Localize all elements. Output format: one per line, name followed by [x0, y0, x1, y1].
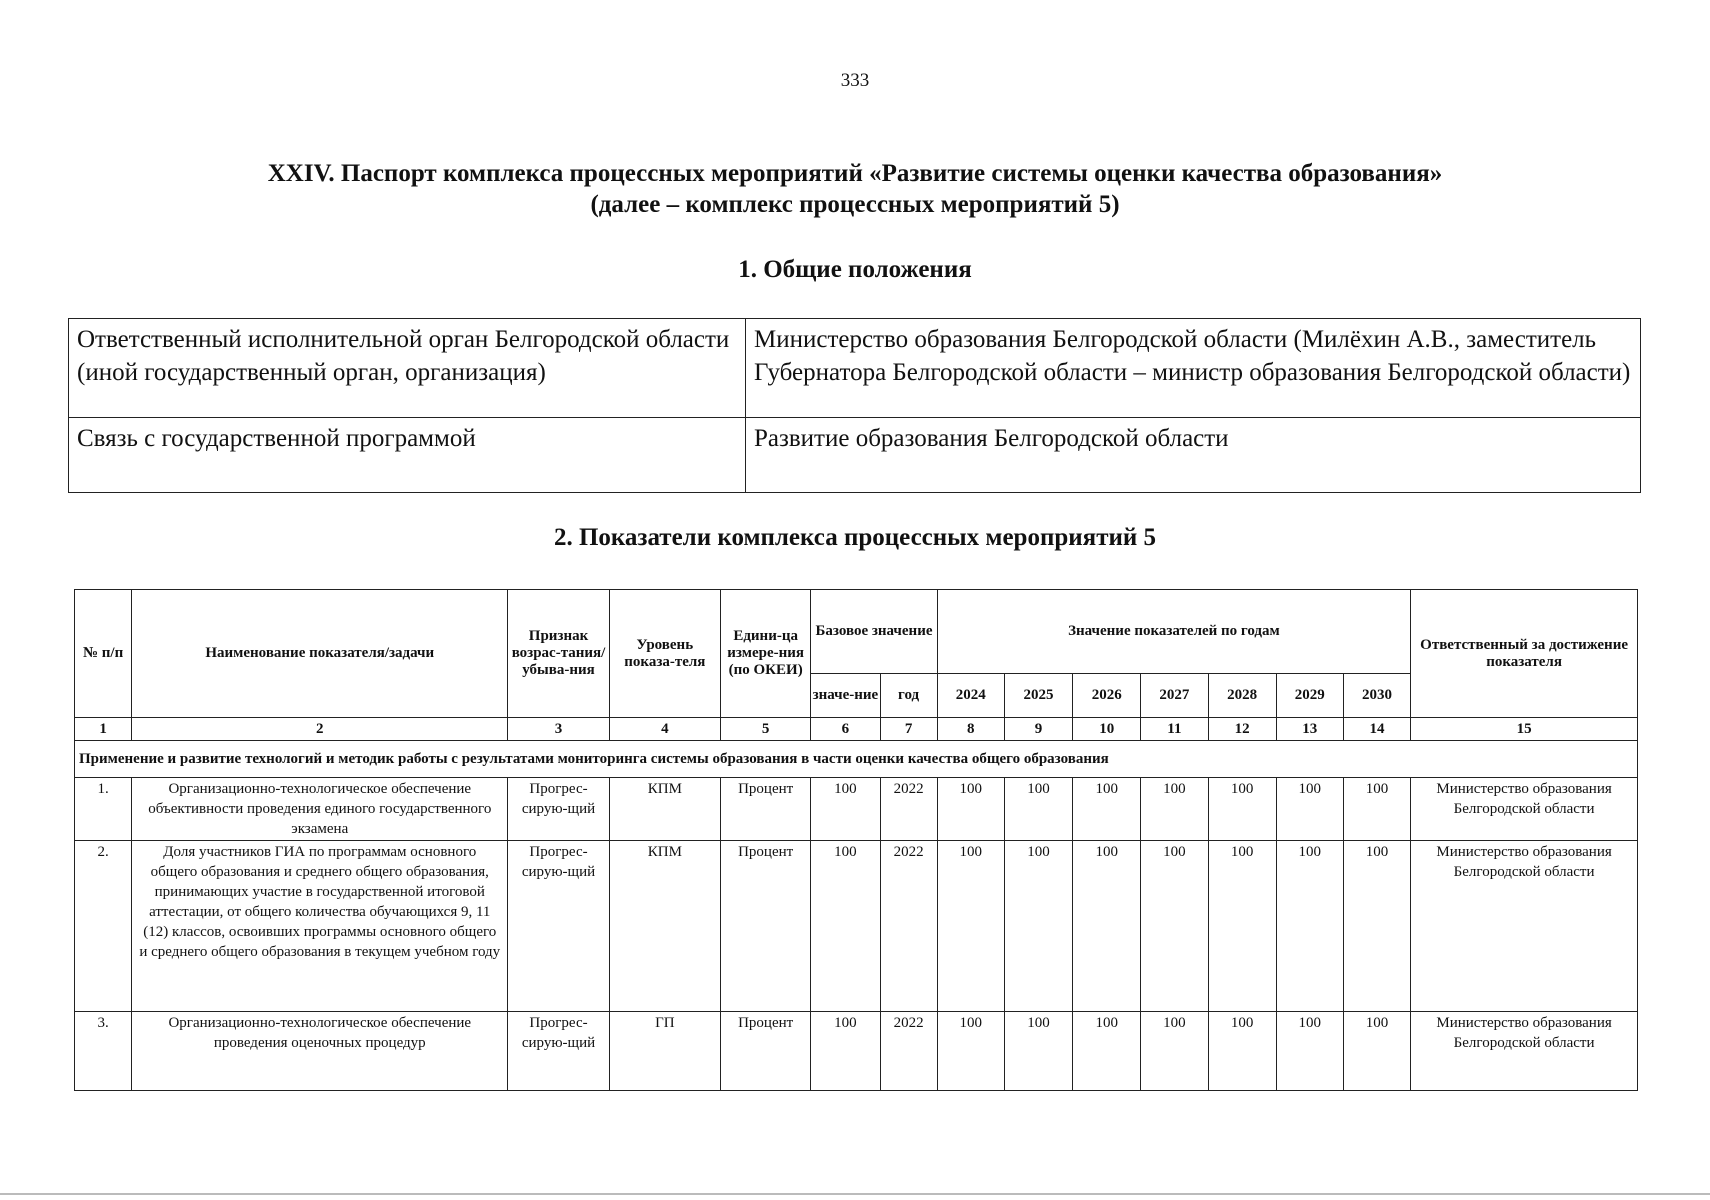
row-value: 100 — [1073, 1012, 1141, 1091]
task-title: Применение и развитие технологий и методик работы с результатами мониторинга системы образования в части оценки качества общего образования — [75, 741, 1638, 778]
scan-edge-line — [0, 1193, 1710, 1195]
row-sign: Прогрес-сирую-щий — [508, 841, 609, 1012]
document-title — [0, 158, 1710, 220]
table-row — [75, 1012, 1638, 1091]
row-base-value: 100 — [811, 778, 880, 841]
row-value: 100 — [1141, 778, 1208, 841]
header-level: Уровень показа-теля — [609, 590, 720, 718]
column-number: 6 — [811, 718, 880, 741]
row-base-year: 2022 — [880, 841, 937, 1012]
general-label: Ответственный исполнительной орган Белгородской области (иной государственный орган, организация) — [69, 319, 746, 418]
header-year: 2030 — [1343, 674, 1410, 718]
header-year: 2027 — [1141, 674, 1208, 718]
header-sign: Признак возрас-тания/ убыва-ния — [508, 590, 609, 718]
row-responsible: Министерство образования Белгородской области — [1411, 841, 1638, 1012]
row-name: Организационно-технологическое обеспечение объективности проведения единого государственного экзамена — [132, 778, 508, 841]
row-name: Доля участников ГИА по программам основного общего образования и среднего общего образования, принимающих участие в государственной итоговой аттестации, от общего количества обучающихся 9, 11 (12) классов, освоивших программы основного общего и среднего общего образования в текущем учебном году — [132, 841, 508, 1012]
page-number: 333 — [840, 70, 870, 91]
header-name: Наименование показателя/задачи — [132, 590, 508, 718]
row-value: 100 — [1276, 1012, 1343, 1091]
general-provisions-table — [68, 318, 1641, 493]
row-unit: Процент — [721, 1012, 811, 1091]
row-num: 2. — [75, 841, 132, 1012]
document-title-line-2: (далее – комплекс процессных мероприятий 5) — [590, 191, 1120, 218]
general-value: Развитие образования Белгородской области — [746, 418, 1641, 493]
row-unit: Процент — [721, 778, 811, 841]
row-level: ГП — [609, 1012, 720, 1091]
column-number: 13 — [1276, 718, 1343, 741]
row-num: 1. — [75, 778, 132, 841]
column-number: 10 — [1073, 718, 1141, 741]
row-value: 100 — [937, 1012, 1004, 1091]
row-value: 100 — [1276, 778, 1343, 841]
row-sign: Прогрес-сирую-щий — [508, 1012, 609, 1091]
document-title-line-1: XXIV. Паспорт комплекса процессных мероприятий «Развитие системы оценки качества образования» — [267, 160, 1443, 187]
header-responsible: Ответственный за достижение показателя — [1411, 590, 1638, 718]
row-name: Организационно-технологическое обеспечение проведения оценочных процедур — [132, 1012, 508, 1091]
column-number: 14 — [1343, 718, 1410, 741]
row-value: 100 — [1004, 1012, 1072, 1091]
column-number: 11 — [1141, 718, 1208, 741]
header-base-value: значе-ние — [811, 674, 880, 718]
header-year: 2028 — [1208, 674, 1276, 718]
header-year: 2026 — [1073, 674, 1141, 718]
row-responsible: Министерство образования Белгородской области — [1411, 778, 1638, 841]
row-sign: Прогрес-сирую-щий — [508, 778, 609, 841]
row-level: КПМ — [609, 778, 720, 841]
table-row — [75, 841, 1638, 1012]
row-value: 100 — [937, 778, 1004, 841]
row-base-value: 100 — [811, 841, 880, 1012]
row-value: 100 — [937, 841, 1004, 1012]
column-number-row — [75, 718, 1638, 741]
column-number: 7 — [880, 718, 937, 741]
row-value: 100 — [1343, 841, 1410, 1012]
row-value: 100 — [1208, 778, 1276, 841]
task-row — [75, 741, 1638, 778]
column-number: 3 — [508, 718, 609, 741]
row-level: КПМ — [609, 841, 720, 1012]
column-number: 4 — [609, 718, 720, 741]
section-2-title: 2. Показатели комплекса процессных мероприятий 5 — [553, 524, 1157, 551]
indicators-table — [74, 589, 1638, 1091]
column-number: 1 — [75, 718, 132, 741]
column-number: 15 — [1411, 718, 1638, 741]
column-number: 5 — [721, 718, 811, 741]
general-label: Связь с государственной программой — [69, 418, 746, 493]
table-row — [75, 778, 1638, 841]
column-number: 2 — [132, 718, 508, 741]
header-year: 2029 — [1276, 674, 1343, 718]
row-value: 100 — [1141, 1012, 1208, 1091]
column-number: 9 — [1004, 718, 1072, 741]
header-base-year: год — [880, 674, 937, 718]
row-value: 100 — [1276, 841, 1343, 1012]
table-row — [69, 418, 1641, 493]
row-value: 100 — [1208, 841, 1276, 1012]
header-years-group: Значение показателей по годам — [937, 590, 1410, 674]
header-year: 2024 — [937, 674, 1004, 718]
row-value: 100 — [1073, 841, 1141, 1012]
row-base-year: 2022 — [880, 778, 937, 841]
header-row — [75, 590, 1638, 674]
row-num: 3. — [75, 1012, 132, 1091]
table-row — [69, 319, 1641, 418]
general-value: Министерство образования Белгородской области (Милёхин А.В., заместитель Губернатора Белгородской области – министр образования Белгородской области) — [746, 319, 1641, 418]
row-value: 100 — [1141, 841, 1208, 1012]
row-value: 100 — [1343, 778, 1410, 841]
row-value: 100 — [1004, 841, 1072, 1012]
row-value: 100 — [1208, 1012, 1276, 1091]
row-unit: Процент — [721, 841, 811, 1012]
row-value: 100 — [1004, 778, 1072, 841]
column-number: 12 — [1208, 718, 1276, 741]
header-num: № п/п — [75, 590, 132, 718]
column-number: 8 — [937, 718, 1004, 741]
header-unit: Едини-ца измере-ния (по ОКЕИ) — [721, 590, 811, 718]
section-1-title: 1. Общие положения — [738, 256, 972, 283]
row-value: 100 — [1073, 778, 1141, 841]
row-responsible: Министерство образования Белгородской области — [1411, 1012, 1638, 1091]
header-year: 2025 — [1004, 674, 1072, 718]
row-base-value: 100 — [811, 1012, 880, 1091]
row-base-year: 2022 — [880, 1012, 937, 1091]
row-value: 100 — [1343, 1012, 1410, 1091]
header-base: Базовое значение — [811, 590, 937, 674]
